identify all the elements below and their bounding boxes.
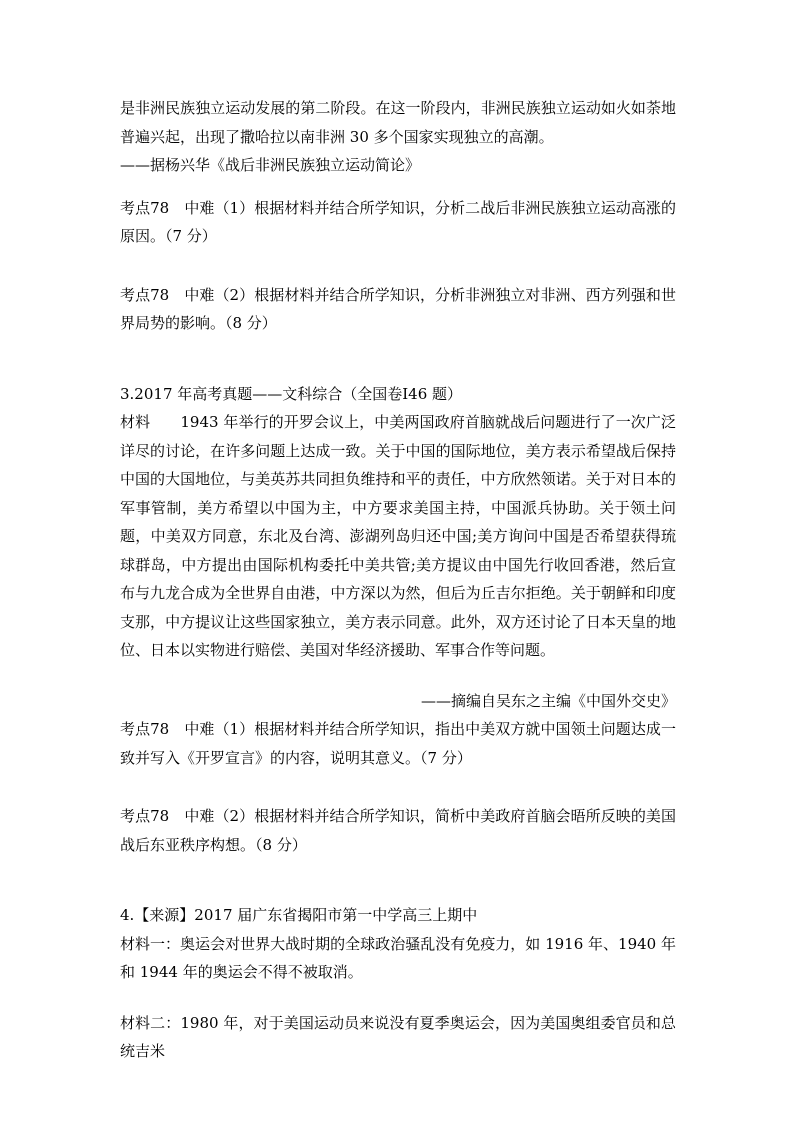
paragraph-africa-independence-intro: 是非洲民族独立运动发展的第二阶段。在这一阶段内，非洲民族独立运动如火如荼地普遍兴起，出现了撒哈拉以南非洲 30 多个国家实现独立的高潮。 [120,99,676,146]
paragraph-olympics-material-1: 材料一：奥运会对世界大战时期的全球政治骚乱没有免疫力，如 1916 年、1940 年和 1944 年的奥运会不得不被取消。 [120,934,676,981]
source-attribution-africa: ——据杨兴华《战后非洲民族独立运动简论》 [120,156,421,174]
question-2-part-1: 考点78 中难（1）根据材料并结合所学知识，分析二战后非洲民族独立运动高涨的原因。（7 分） [120,198,676,245]
question-3-part-2: 考点78 中难（2）根据材料并结合所学知识，简析中美政府首脑会晤所反映的美国战后东亚秩序构想。（8 分） [120,807,676,854]
section-heading-question-4: 4.【来源】2017 届广东省揭阳市第一中学高三上期中 [120,906,478,924]
section-heading-question-3: 3.2017 年高考真题——文科综合（全国卷Ⅰ46 题） [120,384,463,403]
paragraph-cairo-conference-material: 材料 1943 年举行的开罗会议上，中美两国政府首脑就战后问题进行了一次广泛详尽的讨论，在许多问题上达成一致。关于中国的国际地位，美方表示希望战后保持中国的大国地位，与美英苏共同担负维持和平的责任，中方欣然领诺。关于对日本的军事管制，美方希望以中国为主，中方要求美国主持，中国派兵协助。关于领土问题，中美双方同意，东北及台湾、澎湖列岛归还中国;美方询问中国是否希望获得琉球群岛，中方提出由国际机构委托中美共管;美方提议由中国先行收回香港，然后宣布与九龙合成为全世界自由港，中方深以为然，但后为丘吉尔拒绝。关于朝鲜和印度支那，中方提议让这些国家独立，美方表示同意。此外，双方还讨论了日本天皇的地位、日本以实物进行赔偿、美国对华经济援助、军事合作等问题。 [120,413,676,659]
source-attribution-china-diplomacy: ——摘编自吴东之主编《中国外交史》 [420,691,676,710]
question-3-part-1: 考点78 中难（1）根据材料并结合所学知识，指出中美双方就中国领土问题达成一致并写入《开罗宣言》的内容，说明其意义。（7 分） [120,720,676,767]
question-2-part-2: 考点78 中难（2）根据材料并结合所学知识，分析非洲独立对非洲、西方列强和世界局势的影响。（8 分） [120,285,676,332]
paragraph-olympics-material-2: 材料二：1980 年，对于美国运动员来说没有夏季奥运会，因为美国奥组委官员和总统吉米 [120,1013,676,1060]
